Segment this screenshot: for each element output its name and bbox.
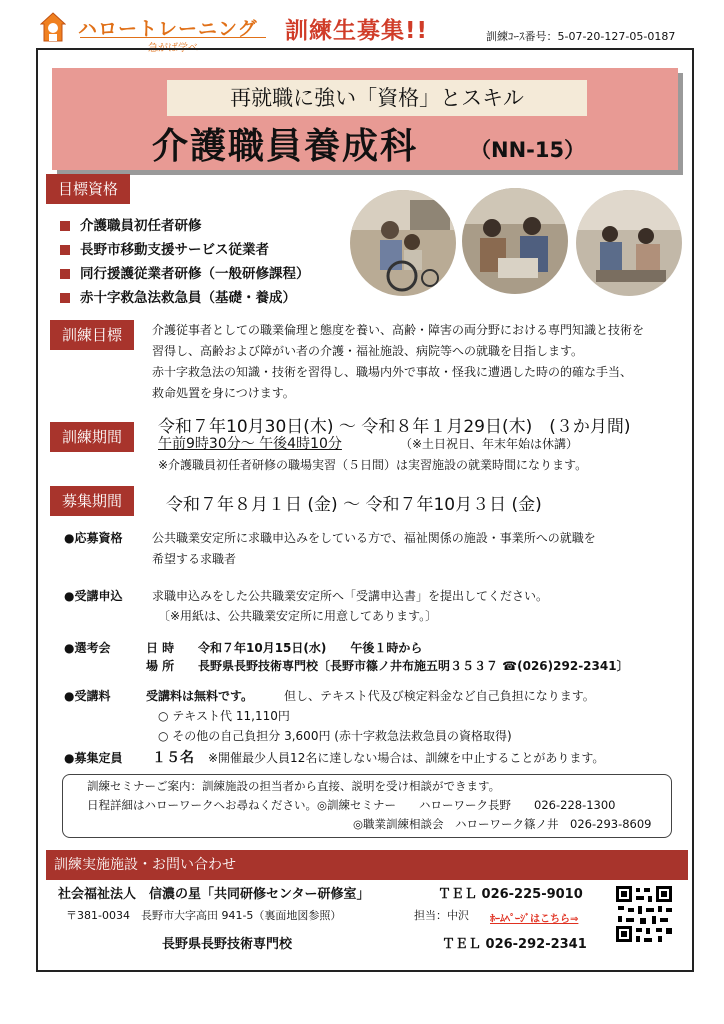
holiday-note: （※土日祝日、年末年始は休講） bbox=[400, 437, 579, 451]
fee-item: ○ その他の自己負担分 3,600円 (赤十字救急法救急員の資格取得) bbox=[158, 729, 512, 743]
list-item: 赤十字救急法救急員（基礎・養成） bbox=[60, 286, 360, 310]
house-logo-icon bbox=[40, 12, 66, 42]
capacity-value: １５名 bbox=[152, 750, 194, 766]
internship-note: ※介護職員初任者研修の職場実習（５日間）は実習施設の就業時間になります。 bbox=[158, 458, 588, 472]
seminar-info-box bbox=[62, 774, 672, 838]
goal-line: 介護従事者としての職業倫理と態度を養い、高齢・障害の両分野における専門知識と技術を bbox=[152, 323, 645, 337]
square-bullet-icon bbox=[60, 269, 70, 279]
fee-label: ●受講料 bbox=[64, 689, 111, 703]
section-label-qualifications: 目標資格 bbox=[46, 174, 130, 204]
seminar-line: ◎職業訓練相談会 ハローワーク篠ノ井 026-293-8609 bbox=[353, 817, 652, 831]
recruit-heading: 訓練生募集!! bbox=[285, 18, 428, 44]
qualification-list bbox=[60, 214, 360, 310]
square-bullet-icon bbox=[60, 245, 70, 255]
application-label: ●受講申込 bbox=[64, 589, 123, 603]
goal-line: 救命処置を身につけます。 bbox=[152, 386, 295, 400]
contact-person: 担当：中沢 bbox=[414, 909, 469, 922]
square-bullet-icon bbox=[60, 293, 70, 303]
list-item: 介護職員初任者研修 bbox=[60, 214, 360, 238]
contact-band: 訓練実施施設・お問い合わせ bbox=[46, 850, 688, 880]
homepage-link[interactable]: ﾎｰﾑﾍﾟｰｼﾞはこちら⇒ bbox=[490, 914, 579, 925]
school-name: 長野県長野技術専門校 bbox=[162, 937, 293, 952]
course-number: 訓練ｺｰｽ番号：5-07-20-127-05-0187 bbox=[486, 30, 676, 43]
selection-place: 長野県長野技術専門校〔長野市篠ノ井布施五明３５３７ ☎(026)292-2341〕 bbox=[198, 659, 629, 673]
training-hours: 午前9時30分～ 午後4時10分 bbox=[158, 436, 342, 452]
school-phone: ＴＥＬ 026-292-2341 bbox=[442, 937, 587, 952]
photo-wheelchair-training bbox=[350, 190, 456, 296]
goal-line: 赤十字救急法の知識・技術を習得し、職場内外で事故・怪我に遭遇した時の的確な手当、 bbox=[152, 365, 633, 379]
logo-subtitle: 急がば学べ bbox=[80, 37, 266, 54]
capacity-note: ※開催最少人員12名に達しない場合は、訓練を中止することがあります。 bbox=[208, 751, 605, 765]
eligibility-label: ●応募資格 bbox=[64, 531, 123, 545]
facility-phone: ＴＥＬ 026-225-9010 bbox=[438, 887, 583, 902]
selection-datetime: 令和７年10月15日(水) 午後１時から bbox=[198, 641, 423, 655]
facility-name: 社会福祉法人 信濃の星「共同研修センター研修室」 bbox=[58, 887, 370, 902]
photo-lifting-practice bbox=[576, 190, 682, 296]
seminar-line: 訓練セミナーご案内：訓練施設の担当者から直接、説明を受け相談ができます。 bbox=[87, 779, 501, 793]
capacity-label: ●募集定員 bbox=[64, 751, 123, 765]
section-label-recruitment: 募集期間 bbox=[50, 486, 134, 516]
flyer-frame bbox=[36, 48, 694, 972]
page-title: 介護職員養成科 bbox=[152, 126, 419, 167]
square-bullet-icon bbox=[60, 221, 70, 231]
logo-text: ハロートレーニング bbox=[78, 18, 258, 40]
section-label-goals: 訓練目標 bbox=[50, 320, 134, 350]
application-line: 求職申込みをした公共職業安定所へ「受講申込書」を提出してください。 bbox=[152, 589, 549, 603]
list-item: 同行援護従業者研修（一般研修課程） bbox=[60, 262, 360, 286]
facility-address: 〒381-0034 長野市大字高田 941-5（裏面地図参照） bbox=[66, 909, 342, 922]
recruitment-dates: 令和７年８月１日 (金) ～ 令和７年10月３日 (金) bbox=[166, 495, 542, 515]
application-note: 〔※用紙は、公共職業安定所に用意してあります。〕 bbox=[158, 609, 438, 623]
goal-line: 習得し、高齢および障がい者の介護・福祉施設、病院等への就職を目指します。 bbox=[152, 344, 584, 358]
eligibility-line: 公共職業安定所に求職申込みをしている方で、福祉関係の施設・事業所への就職を bbox=[152, 531, 596, 545]
header bbox=[0, 0, 724, 54]
qr-code-icon[interactable] bbox=[614, 884, 674, 944]
eligibility-line: 希望する求職者 bbox=[152, 552, 237, 566]
fee-detail: 但し、テキスト代及び検定料金など自己負担になります。 bbox=[284, 689, 595, 703]
section-label-period: 訓練期間 bbox=[50, 422, 134, 452]
title-band bbox=[52, 68, 678, 170]
fee-main: 受講料は無料です。 bbox=[146, 689, 254, 703]
subtitle: 再就職に強い「資格」とスキル bbox=[167, 80, 587, 116]
photo-care-practice bbox=[462, 188, 568, 294]
fee-item: ○ テキスト代 11,110円 bbox=[158, 709, 290, 723]
selection-label: ●選考会 bbox=[64, 641, 111, 655]
selection-datetime-label: 日 時 bbox=[146, 641, 175, 655]
selection-place-label: 場 所 bbox=[146, 659, 175, 673]
seminar-line: 日程詳細はハローワークへお尋ねください。◎訓練セミナー ハローワーク長野 026-228-1300 bbox=[87, 798, 616, 812]
training-dates: 令和７年10月30日(木) ～ 令和８年１月29日(木) (３か月間) bbox=[158, 417, 631, 437]
list-item: 長野市移動支援サービス従業者 bbox=[60, 238, 360, 262]
course-code: （NN-15） bbox=[470, 138, 586, 162]
